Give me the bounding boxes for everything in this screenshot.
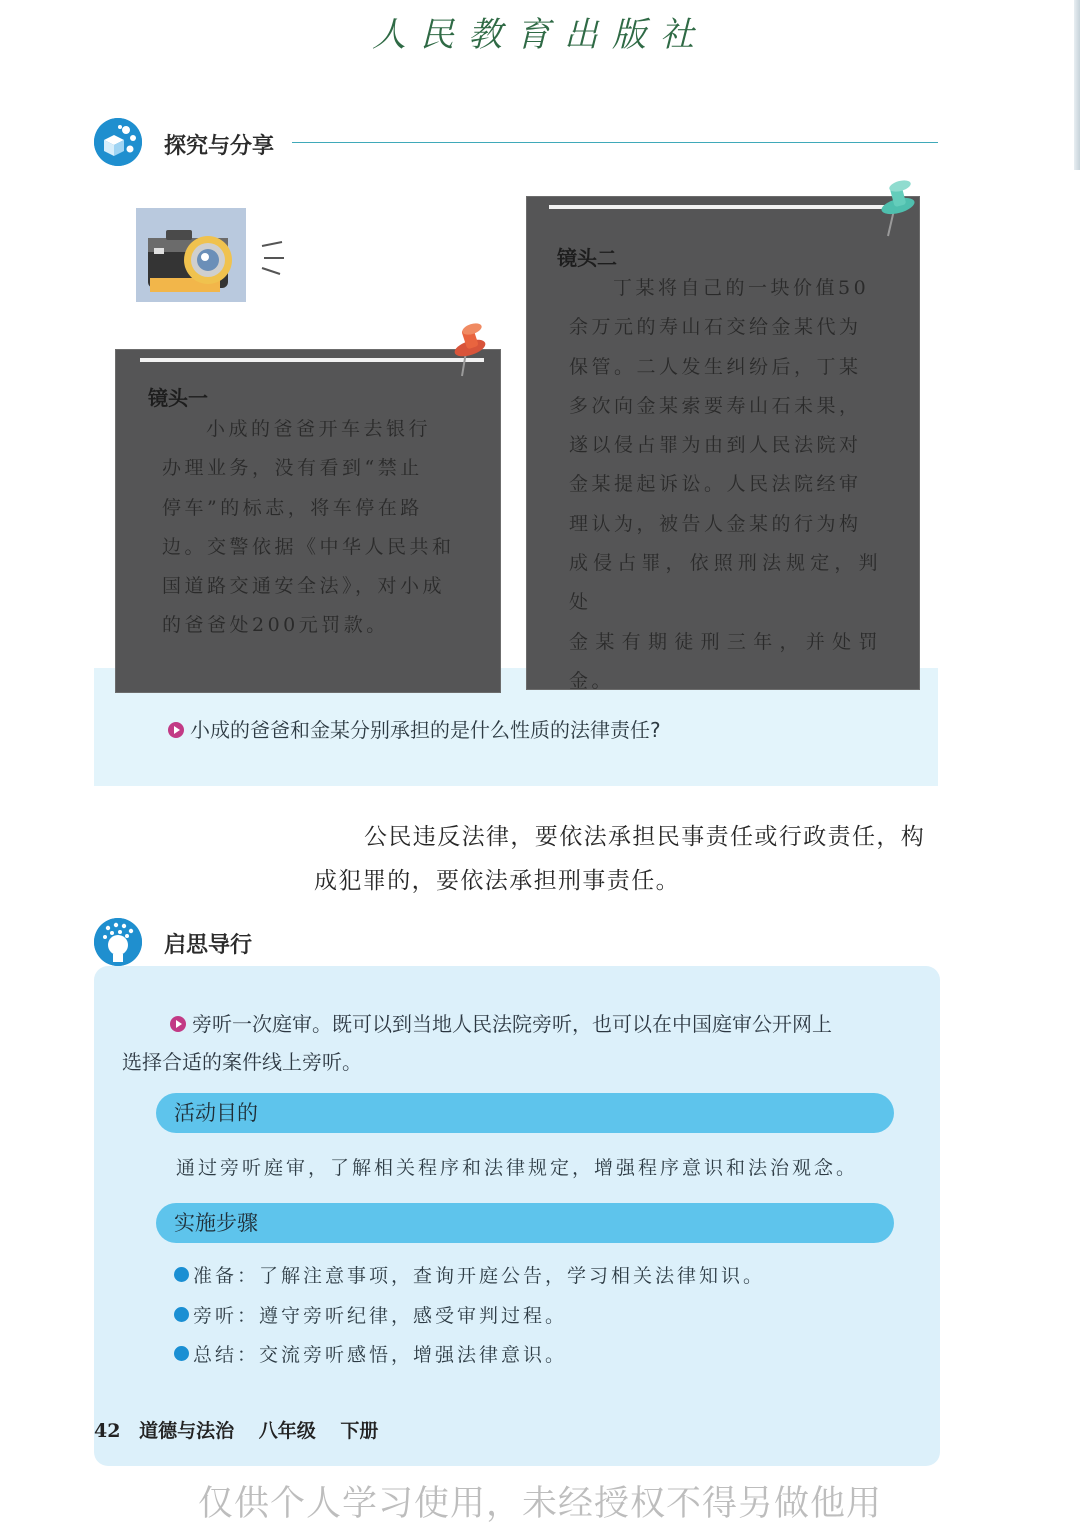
bullet-dot-icon [174,1307,189,1322]
activity-intro-text: 旁听一次庭审。既可以到当地人民法院旁听，也可以在中国庭审公开网上 [192,1012,832,1036]
activity-intro-line-2: 选择合适的案件线上旁听。 [122,1050,362,1074]
book-title: 道德与法治 [139,1420,235,1442]
card-line: 余万元的寿山石交给金某代为 [569,316,862,339]
step-item [174,1261,765,1288]
card-line: 保管。二人发生纠纷后，丁某 [569,355,862,378]
camera-icon [136,208,246,302]
lightbulb-person-icon [94,918,142,966]
purpose-label: 活动目的 [174,1101,258,1125]
grade: 八年级 [258,1420,316,1442]
card-top-bar [140,358,484,362]
watermark: 仅供个人学习使用，未经授权不得另做他用 [197,1484,882,1524]
play-bullet-icon [170,1016,186,1032]
question [168,714,661,743]
card-body [569,269,881,701]
card-line: 理认为，被告人金某的行为构 [569,512,862,535]
volume: 下册 [340,1420,379,1442]
card-line: 的爸爸处200元罚款。 [162,614,389,637]
pushpin-icon [448,322,490,378]
publisher-logo: 人民教育出版社 [372,15,708,55]
card-line: 金某提起诉讼。人民法院经审 [569,473,862,496]
purpose-text: 通过旁听庭审，了解相关程序和法律规定，增强程序意识和法治观念。 [176,1157,859,1179]
section-title-guide: 启思导行 [164,933,253,958]
page-footer [94,1416,378,1443]
step-text: 准备：了解注意事项，查询开庭公告，学习相关法律知识。 [193,1265,766,1287]
card-top-bar [549,205,905,209]
scene-card-2 [527,197,919,692]
card-line: 丁某将自己的一块价值50 [613,277,870,299]
question-text: 小成的爸爸和金某分别承担的是什么性质的法律责任? [190,718,661,742]
steps-header [156,1203,894,1243]
card-line: 金某有期徒刑三年，并处罚金。 [569,630,881,692]
card-line: 多次向金某索要寿山石未果， [569,394,862,417]
purpose-header [156,1093,894,1133]
cube-icon [94,118,142,166]
card-title: 镜头二 [557,246,617,270]
card-body [162,410,462,646]
card-line: 遂以侵占罪为由到人民法院对 [569,434,862,457]
bullet-dot-icon [174,1267,189,1282]
page-number: 42 [94,1420,121,1442]
step-text: 总结：交流旁听感悟，增强法律意识。 [193,1344,568,1366]
card-line: 办理业务，没有看到“禁止 [162,457,423,480]
summary-line-2: 成犯罪的，要依法承担刑事责任。 [314,868,680,894]
step-item [174,1340,567,1367]
section-title-explore: 探究与分享 [164,134,275,159]
camera-flash-lines [258,240,288,276]
card-line: 成侵占罪，依照刑法规定，判处 [569,552,881,614]
card-line: 小成的爸爸开车去银行 [206,418,432,440]
step-text: 旁听：遵守旁听纪律，感受审判过程。 [193,1305,568,1327]
steps-label: 实施步骤 [174,1211,258,1235]
step-item [174,1301,567,1328]
card-title: 镜头一 [148,386,208,410]
pushpin-icon [874,178,918,238]
card-line: 边。交警依据《中华人民共和 [162,535,455,558]
summary-line-1: 公民违反法律，要依法承担民事责任或行政责任，构 [364,824,926,850]
play-bullet-icon [168,722,184,738]
section-divider [292,142,938,143]
card-line: 国道路交通安全法》，对小成 [162,575,446,598]
card-line: 停车”的标志，将车停在路 [162,496,423,519]
activity-intro-line-1 [170,1008,832,1037]
scene-card-1 [116,350,500,692]
bullet-dot-icon [174,1346,189,1361]
